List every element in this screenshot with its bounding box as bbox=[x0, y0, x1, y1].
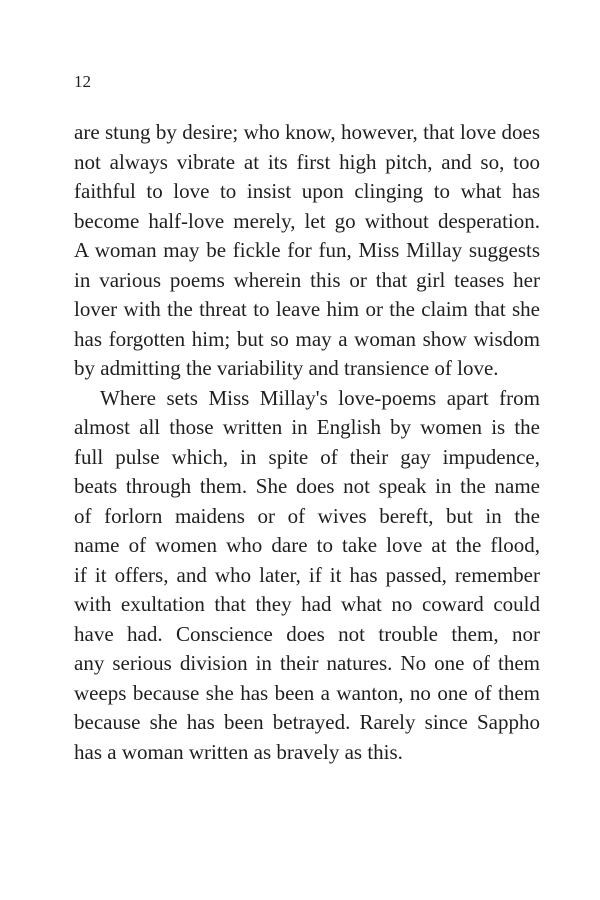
text-line: almost all those written in English by women is the bbox=[74, 415, 540, 439]
text-line: not always vibrate at its first high pitch, and so, too bbox=[74, 149, 540, 174]
text-line: with exultation that they had what no coward could bbox=[74, 592, 540, 616]
text-line: are stung by desire; who know, however, that love does bbox=[74, 120, 540, 144]
text-line: lover with the threat to leave him or the claim that she bbox=[74, 297, 540, 321]
body-text bbox=[74, 118, 540, 767]
text-line: has forgotten him; but so may a woman show wisdom bbox=[74, 326, 540, 351]
text-line: of forlorn maidens or of wives bereft, but in the bbox=[74, 503, 540, 528]
text-line: because she has been betrayed. Rarely since Sappho bbox=[74, 710, 540, 734]
text-line: by admitting the variability and transience of love. bbox=[74, 356, 499, 380]
paragraph-2 bbox=[74, 384, 540, 768]
text-line: weeps because she has been a wanton, no one of them bbox=[74, 680, 540, 705]
page-number: 12 bbox=[74, 72, 91, 91]
text-line: if it offers, and who later, if it has passed, remember bbox=[74, 562, 540, 587]
text-line: beats through them. She does not speak in the name bbox=[74, 474, 540, 498]
paragraph-1 bbox=[74, 118, 540, 384]
text-line: faithful to love to insist upon clinging to what has bbox=[74, 179, 540, 203]
text-line: has a woman written as bravely as this. bbox=[74, 739, 403, 764]
text-line: in various poems wherein this or that girl teases her bbox=[74, 267, 540, 292]
text-line: full pulse which, in spite of their gay impudence, bbox=[74, 444, 540, 469]
text-line: have had. Conscience does not trouble them, nor bbox=[74, 621, 540, 646]
text-line: name of women who dare to take love at the flood, bbox=[74, 533, 540, 557]
text-line: any serious division in their natures. No one of them bbox=[74, 651, 540, 675]
text-line: become half-love merely, let go without desperation. bbox=[74, 208, 540, 233]
text-line: Where sets Miss Millay's love-poems apart from bbox=[100, 385, 540, 410]
text-line: A woman may be fickle for fun, Miss Millay suggests bbox=[74, 238, 540, 262]
